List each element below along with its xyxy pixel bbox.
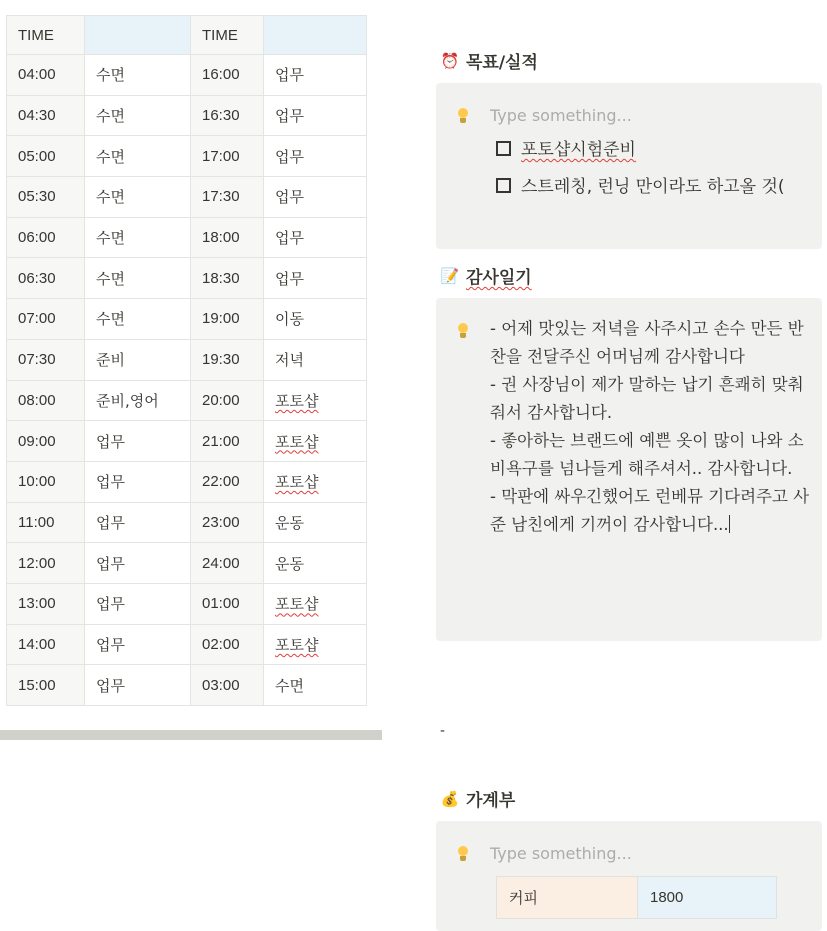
time-cell[interactable]: 04:30: [7, 95, 85, 136]
lightbulb-icon: [456, 323, 470, 341]
todo-text[interactable]: 포토샵시험준비: [521, 140, 636, 160]
column-header-time[interactable]: TIME: [7, 16, 85, 55]
time-cell[interactable]: 03:00: [191, 665, 264, 706]
lightbulb-icon: [456, 108, 470, 126]
activity-cell[interactable]: 업무: [264, 136, 367, 177]
time-cell[interactable]: 12:00: [7, 543, 85, 584]
todo-text[interactable]: 스트레칭, 런닝 만이라도 하고올 것(: [521, 177, 785, 197]
table-row: [7, 258, 367, 299]
todo-checkbox[interactable]: [496, 178, 511, 193]
activity-cell[interactable]: 준비: [85, 339, 191, 380]
table-row: [7, 461, 367, 502]
activity-cell[interactable]: 이동: [264, 299, 367, 340]
activity-cell[interactable]: 업무: [85, 624, 191, 665]
activity-cell[interactable]: 운동: [264, 543, 367, 584]
budget-item-cell[interactable]: 커피: [497, 877, 638, 919]
activity-cell[interactable]: 포토샵: [264, 380, 367, 421]
activity-cell[interactable]: 업무: [264, 95, 367, 136]
text-caret: [729, 515, 730, 533]
schedule-table: [6, 15, 367, 706]
activity-cell[interactable]: 운동: [264, 502, 367, 543]
table-row: [7, 380, 367, 421]
budget-heading: [440, 786, 515, 811]
time-cell[interactable]: 16:30: [191, 95, 264, 136]
activity-cell[interactable]: 업무: [85, 543, 191, 584]
todo-item: [496, 172, 796, 202]
table-header-row: [7, 16, 367, 55]
todo-item: [496, 135, 636, 165]
activity-cell[interactable]: 포토샵: [264, 624, 367, 665]
table-row: [7, 624, 367, 665]
todo-checkbox[interactable]: [496, 141, 511, 156]
time-cell[interactable]: 19:00: [191, 299, 264, 340]
table-row: [7, 136, 367, 177]
activity-cell[interactable]: 포토샵: [264, 583, 367, 624]
time-cell[interactable]: 18:00: [191, 217, 264, 258]
activity-cell[interactable]: 수면: [264, 665, 367, 706]
time-cell[interactable]: 11:00: [7, 502, 85, 543]
gratitude-title: 감사일기: [466, 268, 532, 288]
budget-placeholder[interactable]: Type something...: [490, 844, 632, 863]
budget-table: [496, 876, 777, 919]
time-cell[interactable]: 04:00: [7, 55, 85, 96]
time-cell[interactable]: 20:00: [191, 380, 264, 421]
horizontal-scrollbar[interactable]: [0, 730, 382, 740]
table-row: [7, 177, 367, 218]
time-cell[interactable]: 22:00: [191, 461, 264, 502]
time-cell[interactable]: 19:30: [191, 339, 264, 380]
gratitude-heading: [440, 263, 532, 288]
time-cell[interactable]: 06:30: [7, 258, 85, 299]
activity-cell[interactable]: 수면: [85, 217, 191, 258]
time-cell[interactable]: 07:00: [7, 299, 85, 340]
activity-cell[interactable]: 수면: [85, 177, 191, 218]
activity-cell[interactable]: 업무: [264, 217, 367, 258]
table-row: [7, 339, 367, 380]
table-row: [7, 502, 367, 543]
time-cell[interactable]: 10:00: [7, 461, 85, 502]
gratitude-callout[interactable]: [436, 298, 822, 641]
activity-cell[interactable]: 수면: [85, 95, 191, 136]
table-row: [7, 217, 367, 258]
budget-amount-cell[interactable]: 1800: [638, 877, 777, 919]
column-header-time[interactable]: TIME: [191, 16, 264, 55]
budget-title: 가계부: [466, 791, 516, 811]
time-cell[interactable]: 02:00: [191, 624, 264, 665]
column-header-activity[interactable]: [264, 16, 367, 55]
time-cell[interactable]: 07:30: [7, 339, 85, 380]
activity-cell[interactable]: 업무: [264, 177, 367, 218]
activity-cell[interactable]: 수면: [85, 258, 191, 299]
time-cell[interactable]: 09:00: [7, 421, 85, 462]
goals-title: 목표/실적: [466, 53, 538, 73]
activity-cell[interactable]: 업무: [264, 258, 367, 299]
activity-cell[interactable]: 수면: [85, 299, 191, 340]
column-header-activity[interactable]: [85, 16, 191, 55]
table-row: [7, 583, 367, 624]
activity-cell[interactable]: 업무: [85, 502, 191, 543]
memo-icon: 📝: [440, 266, 460, 285]
goals-placeholder[interactable]: Type something...: [490, 106, 632, 125]
table-row: [7, 299, 367, 340]
divider-text: -: [440, 723, 446, 739]
alarm-clock-icon: ⏰: [440, 51, 460, 70]
activity-cell[interactable]: 업무: [85, 583, 191, 624]
lightbulb-icon: [456, 846, 470, 864]
activity-cell[interactable]: 준비,영어: [85, 380, 191, 421]
table-row: [7, 95, 367, 136]
time-cell[interactable]: 17:30: [191, 177, 264, 218]
table-row: [7, 55, 367, 96]
table-row: [7, 543, 367, 584]
activity-cell[interactable]: 포토샵: [264, 461, 367, 502]
time-cell[interactable]: 17:00: [191, 136, 264, 177]
time-cell[interactable]: 05:30: [7, 177, 85, 218]
time-cell[interactable]: 05:00: [7, 136, 85, 177]
money-bag-icon: 💰: [440, 789, 460, 808]
activity-cell[interactable]: 업무: [85, 461, 191, 502]
time-cell[interactable]: 06:00: [7, 217, 85, 258]
time-cell[interactable]: 21:00: [191, 421, 264, 462]
activity-cell[interactable]: 업무: [85, 665, 191, 706]
table-row: [7, 421, 367, 462]
activity-cell[interactable]: 저녁: [264, 339, 367, 380]
goals-heading: [440, 48, 538, 73]
time-cell[interactable]: 08:00: [7, 380, 85, 421]
time-cell[interactable]: 18:30: [191, 258, 264, 299]
activity-cell[interactable]: 업무: [85, 421, 191, 462]
time-cell[interactable]: 16:00: [191, 55, 264, 96]
goals-callout[interactable]: [436, 83, 822, 249]
time-cell[interactable]: 24:00: [191, 543, 264, 584]
activity-cell[interactable]: 수면: [85, 55, 191, 96]
activity-cell[interactable]: 포토샵: [264, 421, 367, 462]
table-row: [7, 665, 367, 706]
time-cell[interactable]: 14:00: [7, 624, 85, 665]
time-cell[interactable]: 15:00: [7, 665, 85, 706]
time-cell[interactable]: 01:00: [191, 583, 264, 624]
table-row: [497, 877, 777, 919]
time-cell[interactable]: 13:00: [7, 583, 85, 624]
activity-cell[interactable]: 업무: [264, 55, 367, 96]
time-cell[interactable]: 23:00: [191, 502, 264, 543]
gratitude-text[interactable]: - 어제 맛있는 저녁을 사주시고 손수 만든 반찬을 전달주신 어머님께 감사합니다 - 권 사장님이 제가 말하는 납기 흔쾌히 맞춰줘서 감사합니다. - 좋아하는 브랜드에 예쁜 옷이 많이 나와 소비욕구를 넘나들게 해주셔서.. 감사합니다. - 막판에 싸우긴했어도 런베뮤 기다려주고 사준 남친에게 기꺼이 감사합니다...: [490, 319, 810, 534]
activity-cell[interactable]: 수면: [85, 136, 191, 177]
